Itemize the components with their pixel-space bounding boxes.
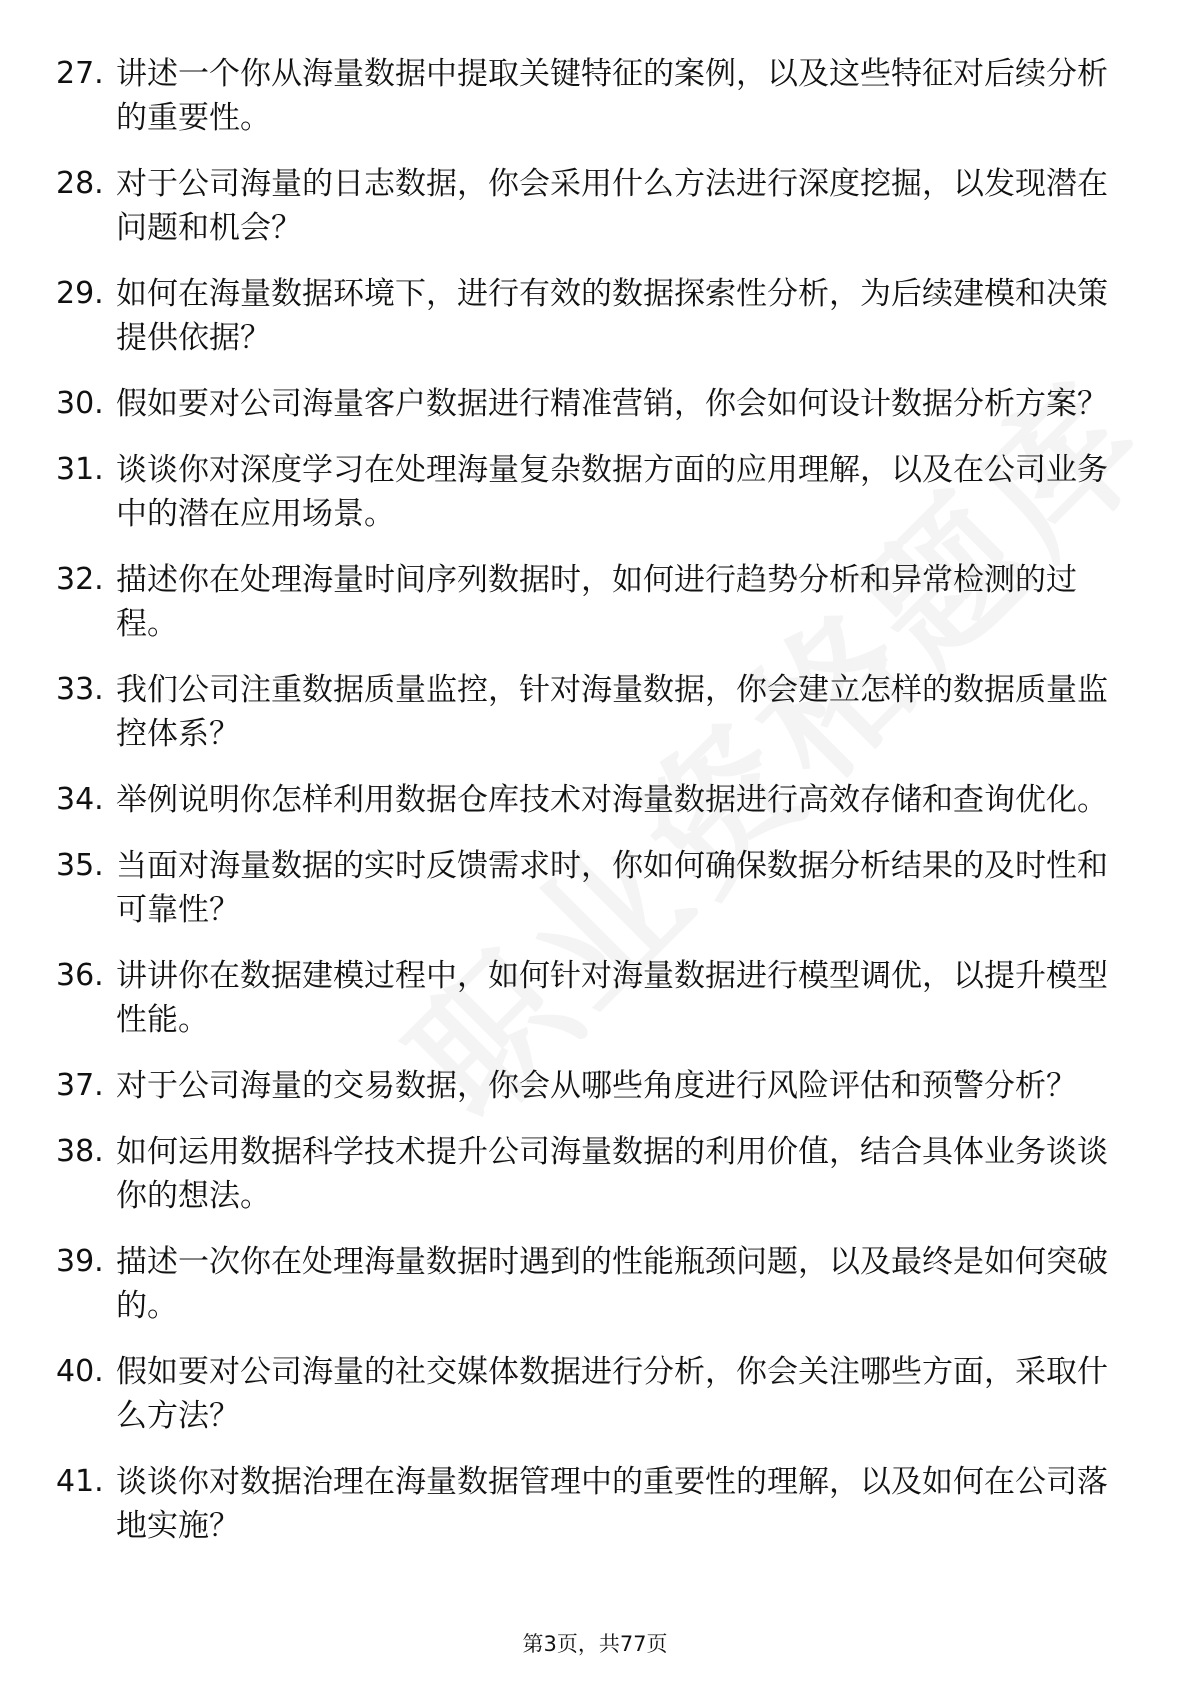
- question-text: 谈谈你对数据治理在海量数据管理中的重要性的理解，以及如何在公司落地实施？: [116, 1464, 1108, 1544]
- question-item: [56, 1240, 1136, 1328]
- question-text: 假如要对公司海量客户数据进行精准营销，你会如何设计数据分析方案？: [116, 386, 1108, 422]
- question-text: 描述一次你在处理海量数据时遇到的性能瓶颈问题，以及最终是如何突破的。: [116, 1244, 1108, 1324]
- question-text: 讲述一个你从海量数据中提取关键特征的案例，以及这些特征对后续分析的重要性。: [116, 56, 1108, 136]
- question-text: 举例说明你怎样利用数据仓库技术对海量数据进行高效存储和查询优化。: [116, 782, 1108, 818]
- question-number: 33.: [56, 672, 104, 707]
- question-text: 当面对海量数据的实时反馈需求时，你如何确保数据分析结果的及时性和可靠性？: [116, 848, 1108, 928]
- question-item: [56, 52, 1136, 140]
- question-item: [56, 1130, 1136, 1218]
- question-item: [56, 1064, 1136, 1108]
- question-item: [56, 844, 1136, 932]
- question-item: [56, 448, 1136, 536]
- question-text: 讲讲你在数据建模过程中，如何针对海量数据进行模型调优，以提升模型性能。: [116, 958, 1108, 1038]
- question-text: 描述你在处理海量时间序列数据时，如何进行趋势分析和异常检测的过程。: [116, 562, 1077, 642]
- question-text: 如何在海量数据环境下，进行有效的数据探索性分析，为后续建模和决策提供依据？: [116, 276, 1108, 356]
- question-text: 我们公司注重数据质量监控，针对海量数据，你会建立怎样的数据质量监控体系？: [116, 672, 1108, 752]
- question-item: [56, 668, 1136, 756]
- question-number: 37.: [56, 1068, 104, 1103]
- question-item: [56, 778, 1136, 822]
- page-number-label: 第3页，共77页: [522, 1632, 668, 1656]
- question-text: 谈谈你对深度学习在处理海量复杂数据方面的应用理解，以及在公司业务中的潜在应用场景。: [116, 452, 1108, 532]
- question-number: 34.: [56, 782, 104, 817]
- question-text: 对于公司海量的交易数据，你会从哪些角度进行风险评估和预警分析？: [116, 1068, 1077, 1104]
- question-number: 38.: [56, 1134, 104, 1169]
- question-item: [56, 382, 1136, 426]
- question-number: 30.: [56, 386, 104, 421]
- question-item: [56, 1350, 1136, 1438]
- question-number: 32.: [56, 562, 104, 597]
- question-text: 假如要对公司海量的社交媒体数据进行分析，你会关注哪些方面，采取什么方法？: [116, 1354, 1108, 1434]
- question-text: 如何运用数据科学技术提升公司海量数据的利用价值，结合具体业务谈谈你的想法。: [116, 1134, 1108, 1214]
- question-text: 对于公司海量的日志数据，你会采用什么方法进行深度挖掘，以发现潜在问题和机会？: [116, 166, 1108, 246]
- question-item: [56, 272, 1136, 360]
- question-number: 31.: [56, 452, 104, 487]
- question-number: 27.: [56, 56, 104, 91]
- question-number: 35.: [56, 848, 104, 883]
- question-list: [56, 52, 1136, 1570]
- question-number: 28.: [56, 166, 104, 201]
- question-item: [56, 1460, 1136, 1548]
- question-number: 40.: [56, 1354, 104, 1389]
- question-number: 41.: [56, 1464, 104, 1499]
- question-number: 36.: [56, 958, 104, 993]
- question-number: 29.: [56, 276, 104, 311]
- question-number: 39.: [56, 1244, 104, 1279]
- question-item: [56, 954, 1136, 1042]
- question-item: [56, 162, 1136, 250]
- question-item: [56, 558, 1136, 646]
- page-footer: [0, 1630, 1190, 1658]
